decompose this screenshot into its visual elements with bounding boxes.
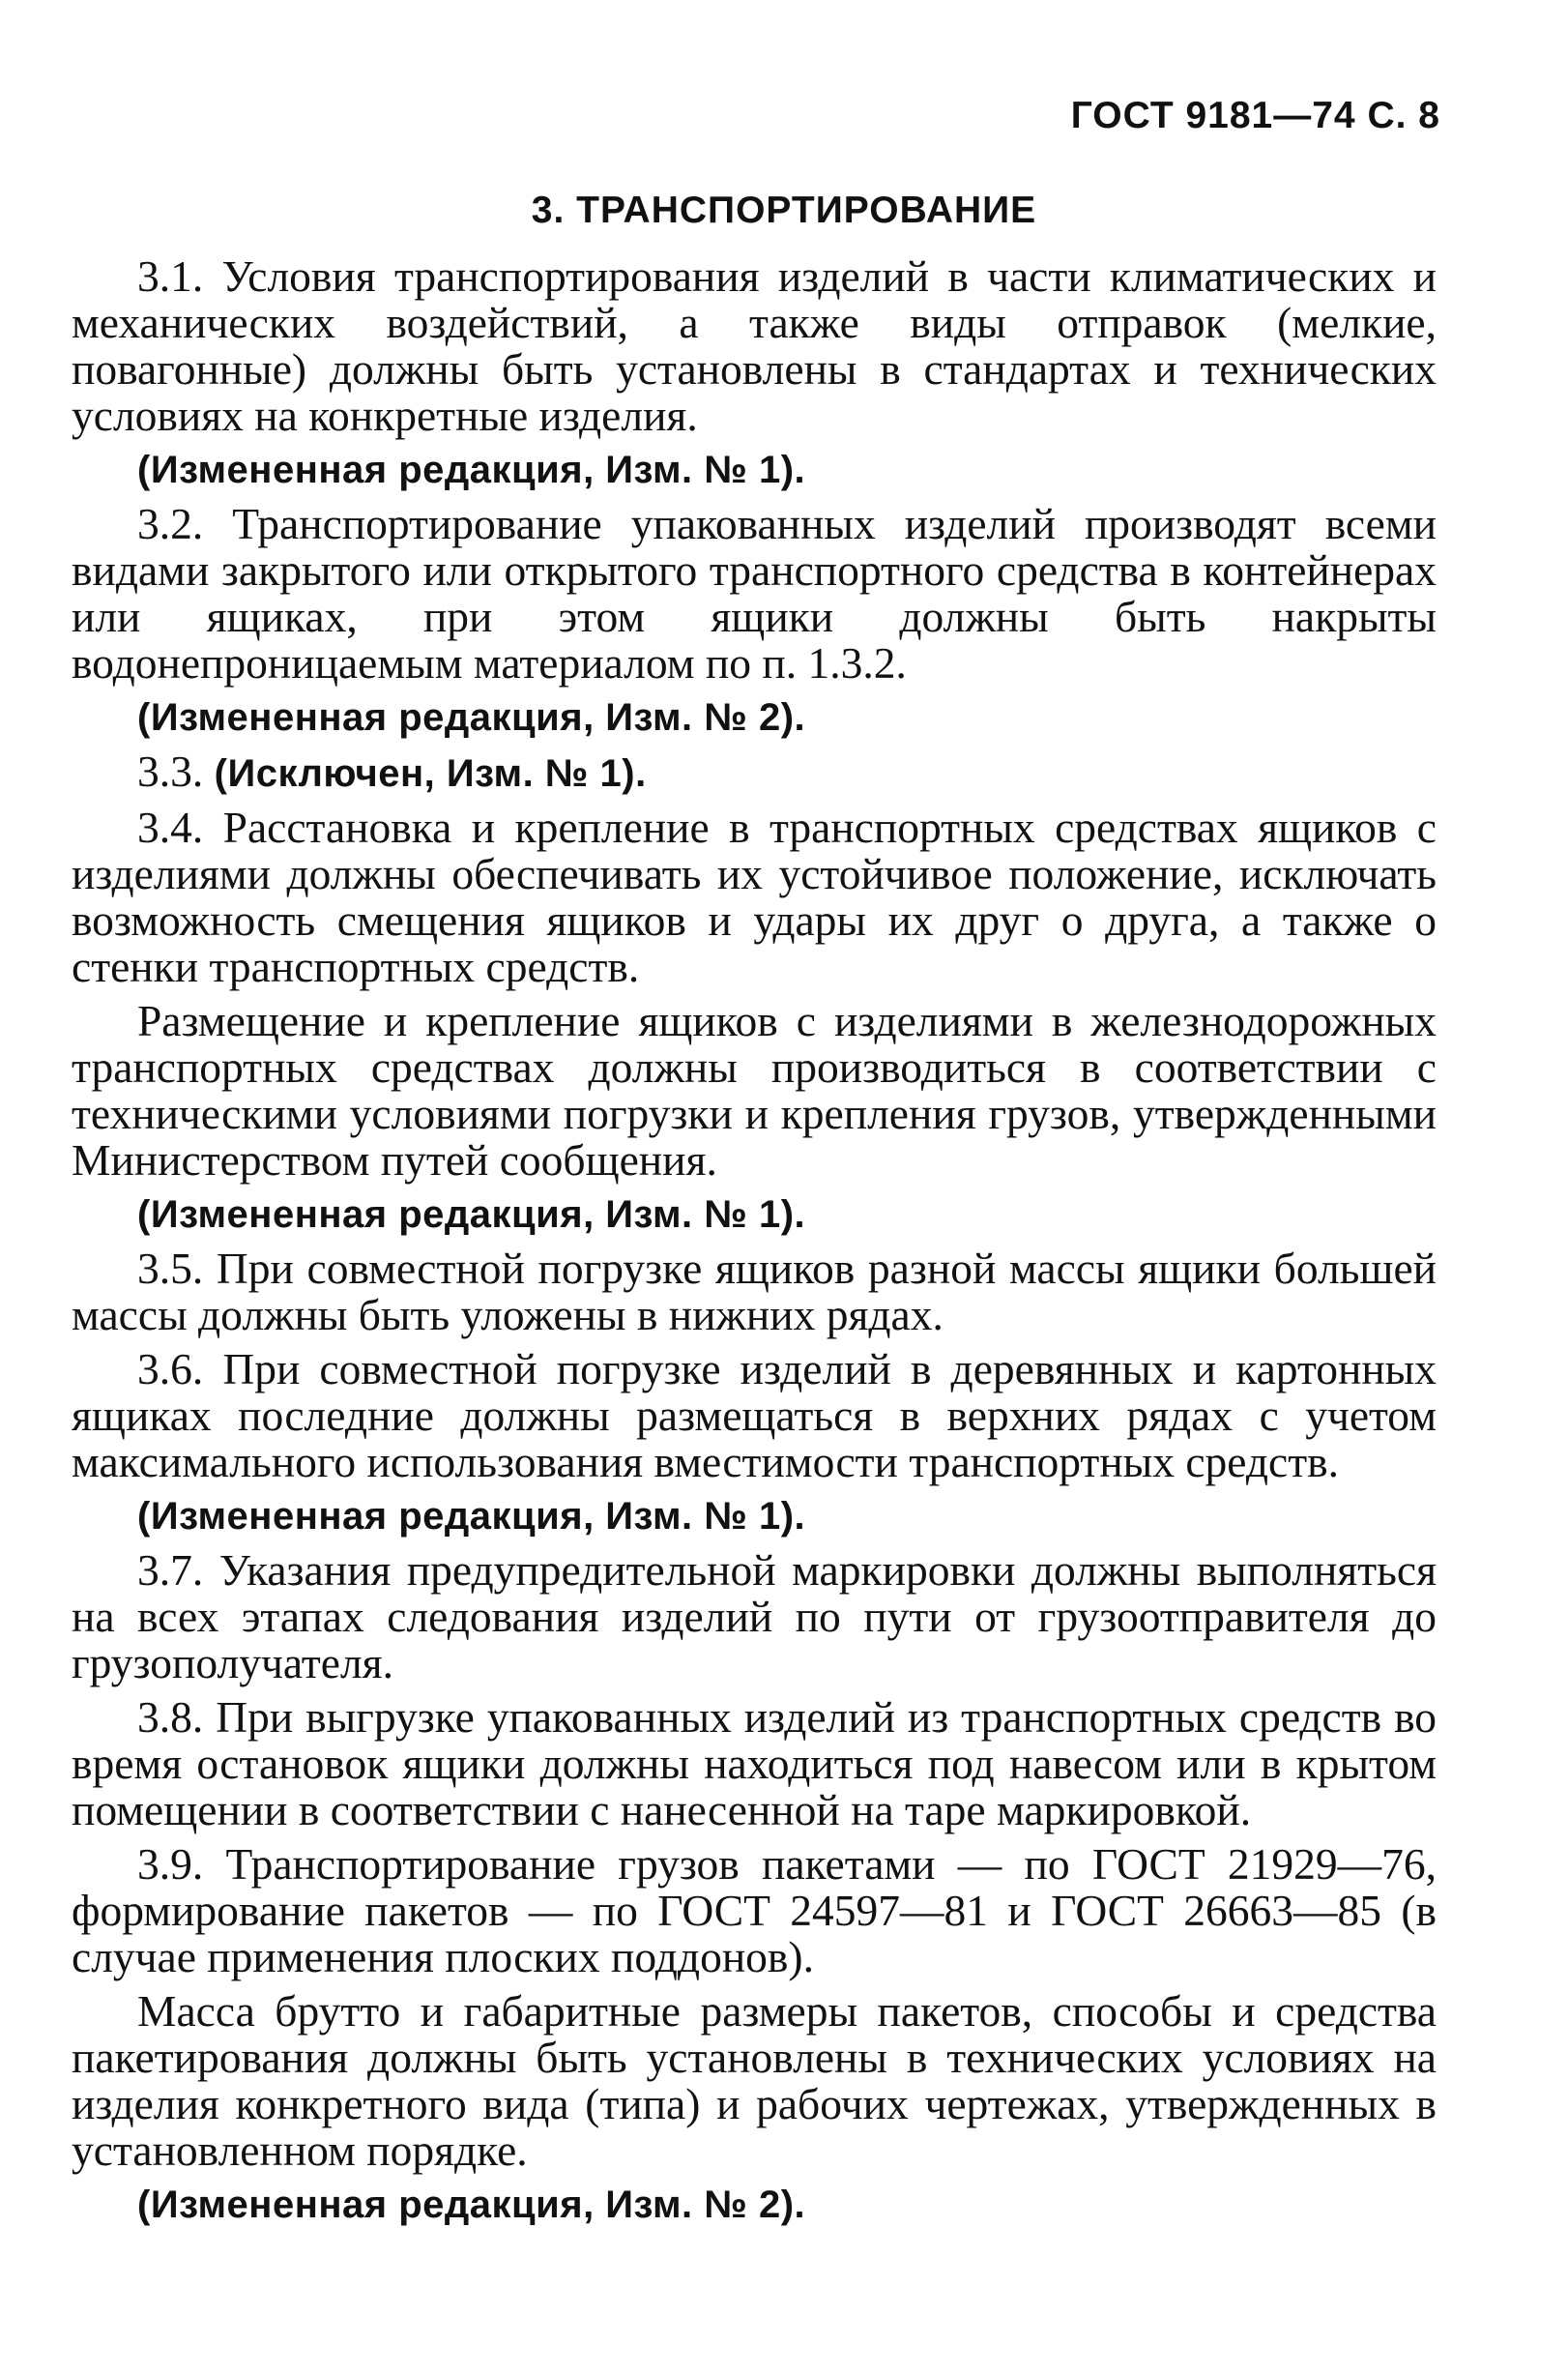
clause-3-4-continuation [72, 998, 1437, 1184]
amendment-note: (Измененная редакция, Изм. № 2). [137, 696, 806, 739]
clause-text: Транспортирование упакованных изделий производят всеми видами закрытого или открытого транспортного средства в контейнерах или ящиках, при этом ящики должны быть накрыты водонепроницаемым материалом по п. 1.3.2. [72, 499, 1437, 688]
amendment-note: (Измененная редакция, Изм. № 1). [137, 449, 806, 491]
exclusion-note: (Исключен, Изм. № 1). [214, 752, 647, 795]
clause-3-9 [72, 1841, 1437, 1980]
clause-text: Условия транспортирования изделий в части климатических и механических воздействий, а также виды отправок (мелкие, повагонные) должны быть установлены в стандартах и технических условиях на конкретные изделия. [72, 251, 1437, 440]
clause-3-6 [72, 1346, 1437, 1485]
clause-number: 3.8. [137, 1692, 204, 1742]
clause-3-7 [72, 1547, 1437, 1686]
clause-3-8 [72, 1694, 1437, 1833]
clause-3-9-continuation [72, 1988, 1437, 2174]
clause-text: При совместной погрузке изделий в деревянных и картонных ящиках последние должны размещаться в верхних рядах с учетом максимального использования вместимости транспортных средств. [72, 1344, 1437, 1486]
amendment-note: (Измененная редакция, Изм. № 1). [137, 1495, 806, 1538]
clause-number: 3.1. [137, 251, 204, 301]
clause-text: Расстановка и крепление в транспортных средствах ящиков с изделиями должны обеспечивать их устойчивое положение, исключать возможность смещения ящиков и удары их друг о друга, а также о стенки транспортных средств. [72, 803, 1437, 991]
clause-3-4 [72, 805, 1437, 990]
clause-number: 3.3. [137, 747, 204, 796]
clause-text: Размещение и крепление ящиков с изделиями в железнодорожных транспортных средствах должны производиться в соответствии с техническими условиями погрузки и крепления грузов, утвержденными Министерством путей сообщения. [72, 996, 1437, 1185]
clause-3-3 [72, 748, 1437, 797]
clause-3-5 [72, 1246, 1437, 1338]
amendment-note: (Измененная редакция, Изм. № 2). [137, 2183, 806, 2226]
amendment-note: (Измененная редакция, Изм. № 1). [137, 1193, 806, 1236]
clause-number: 3.6. [137, 1344, 204, 1393]
clause-text: Транспортирование грузов пакетами — по ГОСТ 21929—76, формирование пакетов — по ГОСТ 24597—81 и ГОСТ 26663—85 (в случае применения плоских поддонов). [72, 1839, 1437, 1981]
clause-3-1 [72, 253, 1437, 439]
clause-text: Указания предупредительной маркировки должны выполняться на всех этапах следования изделий по пути от грузоотправителя до грузополучателя. [72, 1545, 1437, 1687]
clause-number: 3.9. [137, 1839, 204, 1889]
document-body [72, 253, 1437, 2236]
page-header: ГОСТ 9181—74 С. 8 [1070, 95, 1440, 136]
section-title: 3. ТРАНСПОРТИРОВАНИЕ [531, 190, 1037, 231]
clause-number: 3.5. [137, 1244, 204, 1293]
clause-number: 3.4. [137, 803, 204, 852]
clause-3-2 [72, 501, 1437, 687]
clause-number: 3.2. [137, 499, 204, 548]
clause-text: Масса брутто и габаритные размеры пакетов, способы и средства пакетирования должны быть установлены в технических условиях на изделия конкретного вида (типа) и рабочих чертежах, утвержденных в установленном порядке. [72, 1986, 1437, 2175]
clause-number: 3.7. [137, 1545, 204, 1595]
clause-text: При выгрузке упакованных изделий из транспортных средств во время остановок ящики должны находиться под навесом или в крытом помещении в соответствии с нанесенной на таре маркировкой. [72, 1692, 1437, 1834]
clause-text: При совместной погрузке ящиков разной массы ящики большей массы должны быть уложены в нижних рядах. [72, 1244, 1437, 1339]
